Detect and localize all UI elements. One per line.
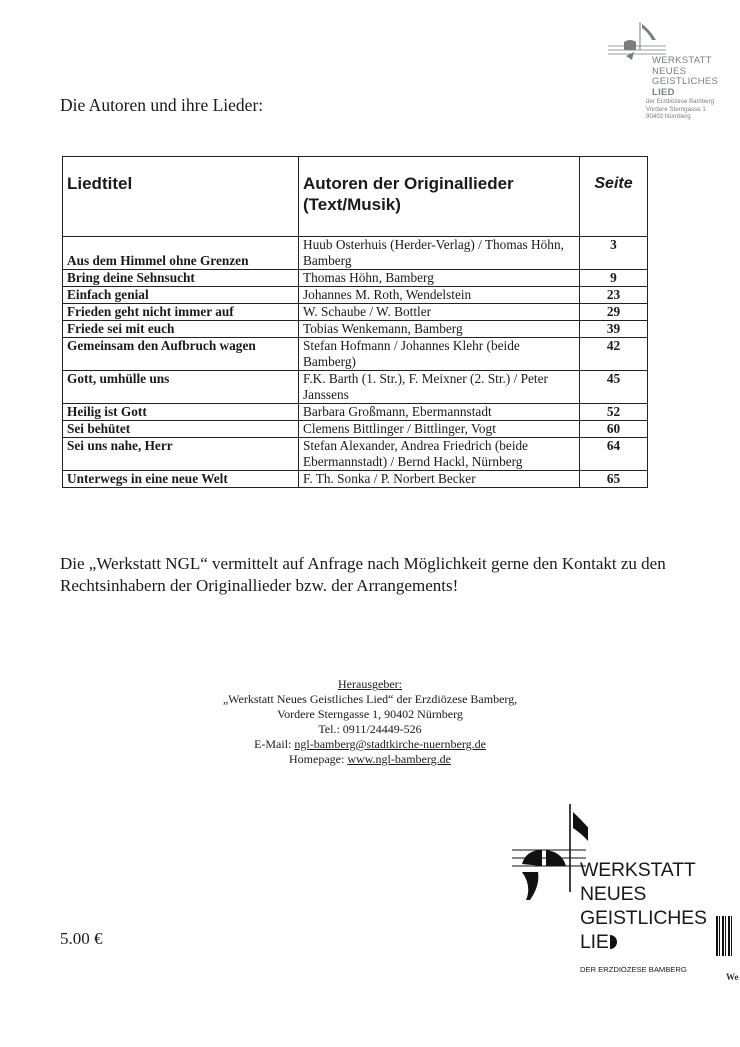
logo-line-last (580, 930, 707, 954)
song-page: 39 (580, 321, 648, 338)
publisher-tel: Tel.: 0911/24449-526 (318, 722, 422, 736)
price: 5.00 € (60, 929, 103, 948)
logo-line: GEISTLICHES (580, 907, 707, 929)
header-authors: Autoren der Originallieder (Text/Musik) (299, 157, 580, 237)
song-title: Unterwegs in eine neue Welt (63, 471, 299, 488)
song-page: 23 (580, 287, 648, 304)
publisher-label: Herausgeber: (338, 677, 402, 691)
barcode-icon (716, 916, 734, 956)
stamp-line: WERKSTATT (652, 55, 712, 66)
song-title: Heilig ist Gott (63, 404, 299, 421)
song-authors: Clemens Bittlinger / Bittlinger, Vogt (299, 421, 580, 438)
logo-line: WERKSTATT (580, 859, 696, 881)
song-title: Aus dem Himmel ohne Grenzen (63, 237, 299, 270)
song-authors: Barbara Großmann, Ebermannstadt (299, 404, 580, 421)
song-page: 9 (580, 270, 648, 287)
songs-table (62, 156, 648, 488)
table-row (63, 338, 648, 371)
song-title: Friede sei mit euch (63, 321, 299, 338)
song-authors: Huub Osterhuis (Herder-Verlag) / Thomas Höhn, Bamberg (299, 237, 580, 270)
song-authors: W. Schaube / W. Bottler (299, 304, 580, 321)
stamp-line: NEUES (652, 65, 687, 77)
table-row (63, 421, 648, 438)
table-row (63, 237, 648, 270)
half-circle-icon (610, 935, 617, 949)
stamp-logo (606, 20, 736, 124)
email-label: E-Mail: (254, 737, 295, 751)
email-link[interactable]: ngl-bamberg@stadtkirche-nuernberg.de (294, 737, 486, 751)
table-row (63, 404, 648, 421)
table-row (63, 471, 648, 488)
stamp-emblem-icon (606, 20, 666, 60)
song-title: Gemeinsam den Aufbruch wagen (63, 338, 299, 371)
publisher-homepage-line (150, 752, 590, 767)
song-authors: Thomas Höhn, Bamberg (299, 270, 580, 287)
publisher-address: Vordere Sterngasse 1, 90402 Nürnberg (277, 707, 463, 721)
logo-subtitle: DER ERZDIÖZESE BAMBERG (580, 965, 687, 974)
logo-emblem-icon (508, 800, 588, 910)
song-page: 60 (580, 421, 648, 438)
stamp-address-line: Vordere Sterngasse 1 (646, 105, 706, 113)
table-header-row (63, 157, 648, 237)
stamp-wordmark (652, 56, 718, 98)
song-page: 45 (580, 371, 648, 404)
rights-note: Die „Werkstatt NGL“ vermittelt auf Anfrage nach Möglichkeit gerne den Kontakt zu den Rechtsinhabern der Originallieder bzw. der Arrangements! (60, 554, 666, 595)
homepage-link[interactable]: www.ngl-bamberg.de (347, 752, 451, 766)
table-row (63, 438, 648, 471)
logo-wordmark (580, 858, 707, 954)
song-title: Sei uns nahe, Herr (63, 438, 299, 471)
stamp-address (646, 98, 714, 121)
song-title: Bring deine Sehnsucht (63, 270, 299, 287)
song-authors: F.K. Barth (1. Str.), F. Meixner (2. Str.) / Peter Janssens (299, 371, 580, 404)
edge-text: We (726, 972, 739, 982)
werkstatt-logo (508, 800, 708, 990)
table-row (63, 321, 648, 338)
song-title: Einfach genial (63, 287, 299, 304)
publisher-email-line (150, 737, 590, 752)
song-title: Sei behütet (63, 421, 299, 438)
header-title: Liedtitel (63, 157, 299, 237)
song-authors: Tobias Wenkemann, Bamberg (299, 321, 580, 338)
stamp-address-line: der Erzdiözese Bamberg (646, 98, 715, 105)
table-row (63, 304, 648, 321)
homepage-label: Homepage: (289, 752, 348, 766)
song-page: 65 (580, 471, 648, 488)
stamp-line: GEISTLICHES (652, 76, 719, 87)
page-heading: Die Autoren und ihre Lieder: (60, 95, 264, 115)
publisher-block (150, 677, 590, 767)
song-page: 52 (580, 404, 648, 421)
song-title: Frieden geht nicht immer auf (63, 304, 299, 321)
song-title: Gott, umhülle uns (63, 371, 299, 404)
song-authors: F. Th. Sonka / P. Norbert Becker (299, 471, 580, 488)
stamp-line: LIED (652, 86, 675, 98)
stamp-address-line: 90402 Nürnberg (646, 113, 691, 121)
publisher-name: „Werkstatt Neues Geistliches Lied“ der Erzdiözese Bamberg, (222, 692, 518, 706)
song-page: 64 (580, 438, 648, 471)
song-page: 29 (580, 304, 648, 321)
song-page: 3 (580, 237, 648, 270)
song-authors: Johannes M. Roth, Wendelstein (299, 287, 580, 304)
header-page: Seite (580, 157, 648, 237)
song-authors: Stefan Hofmann / Johannes Klehr (beide Bamberg) (299, 338, 580, 371)
table-row (63, 287, 648, 304)
song-authors: Stefan Alexander, Andrea Friedrich (beide Ebermannstadt) / Bernd Hackl, Nürnberg (299, 438, 580, 471)
song-page: 42 (580, 338, 648, 371)
table-row (63, 270, 648, 287)
table-row (63, 371, 648, 404)
logo-line: NEUES (580, 883, 647, 905)
logo-line: LIE (580, 931, 609, 953)
